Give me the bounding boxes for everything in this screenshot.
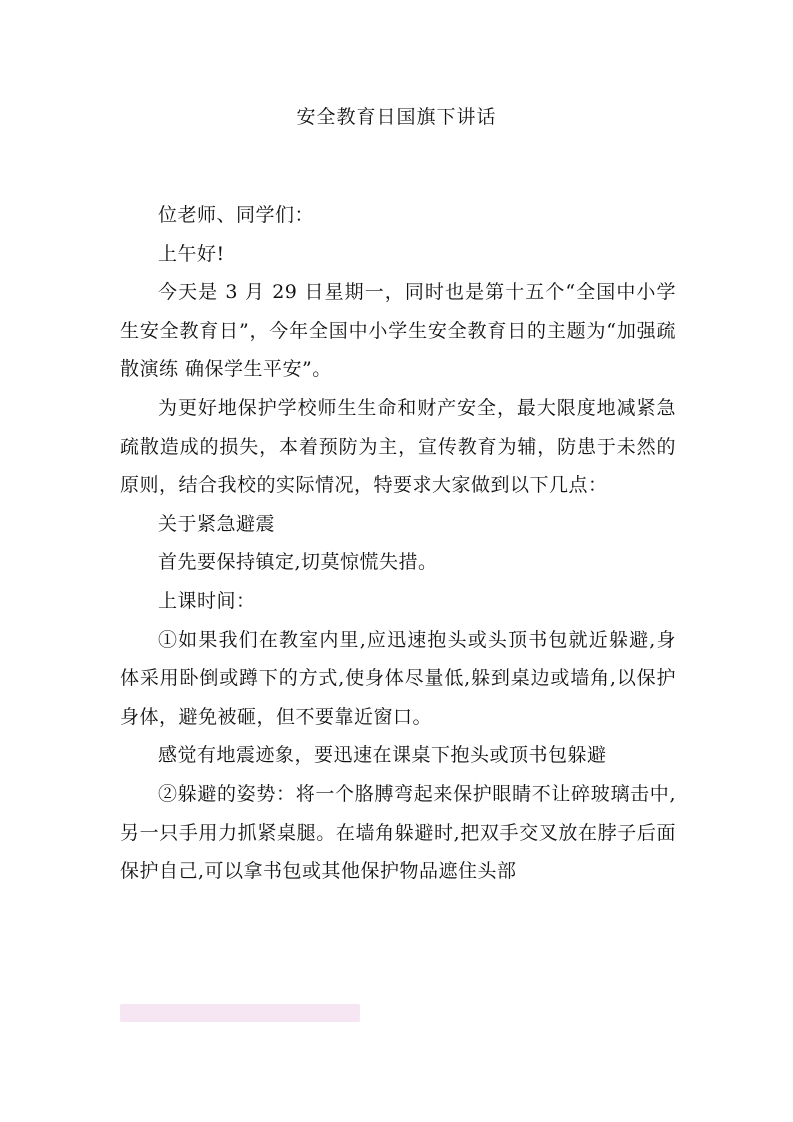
paragraph-purpose: 为更好地保护学校师生生命和财产安全，最大限度地减紧急疏散造成的损失，本着预防为主，宣传教育为辅，防患于未然的原则，结合我校的实际情况，特要求大家做到以下几点：: [120, 396, 676, 497]
paragraph-good-morning: 上午好!: [158, 242, 225, 265]
paragraph-item-1: ①如果我们在教室内里,应迅速抱头或头顶书包就近躲避,身体采用卧倒或蹲下的方式,使身体尽量低,躲到桌边或墙角,以保护身体，避免被砸，但不要靠近窗口。: [120, 628, 676, 728]
paragraph-item-2: ②躲避的姿势：将一个胳膊弯起来保护眼睛不让碎玻璃击中,另一只手用力抓紧桌腿。在墙角躲避时,把双手交叉放在脖子后面保护自己,可以拿书包或其他保护物品遮住头部: [120, 782, 676, 883]
paragraph-greeting: 位老师、同学们：: [158, 204, 315, 226]
paragraph-class-time: 上课时间：: [158, 589, 256, 612]
paragraph-safety-day: 今天是 3 月 29 日星期一，同时也是第十五个“全国中小学生安全教育日”，今年全国中小学生安全教育日的主题为“加强疏散演练 确保学生平安”。: [120, 281, 676, 381]
paragraph-stay-calm: 首先要保持镇定,切莫惊慌失措。: [158, 551, 438, 574]
document-body: [120, 196, 676, 891]
document-title: 安全教育日国旗下讲话: [296, 106, 497, 128]
paragraph-earthquake-signs: 感觉有地震迹象，要迅速在课桌下抱头或顶书包躲避: [158, 744, 607, 767]
faded-watermark: [120, 1004, 360, 1022]
paragraph-heading-earthquake: 关于紧急避震: [158, 512, 276, 535]
